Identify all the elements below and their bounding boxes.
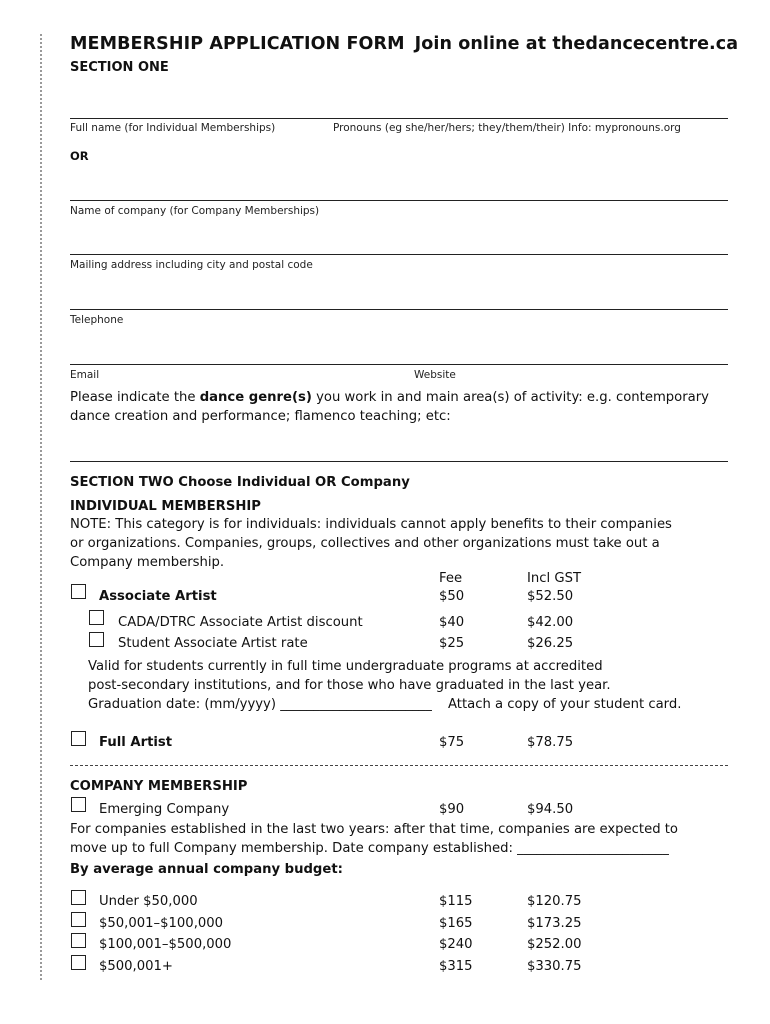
student-rate-label: Student Associate Artist rate <box>118 636 308 651</box>
budget-gst-under-50k: $120.75 <box>527 894 582 909</box>
emerging-company-label: Emerging Company <box>99 802 230 817</box>
individual-note-line1: NOTE: This category is for individuals: individuals cannot apply benefits to their companies <box>70 517 672 532</box>
budget-fee-under-50k: $115 <box>439 894 473 909</box>
full-artist-gst: $78.75 <box>527 735 574 750</box>
section-one-heading: SECTION ONE <box>70 60 169 75</box>
dance-genre-prompt-line2: dance creation and performance; flamenco teaching; etc: <box>70 409 451 424</box>
budget-gst-100k-500k: $252.00 <box>527 937 582 952</box>
budget-checkbox-500k-plus[interactable] <box>71 955 86 970</box>
website-label: Website <box>414 369 456 381</box>
budget-label-500k-plus: $500,001+ <box>99 959 173 974</box>
email-label: Email <box>70 369 100 381</box>
emerging-note-line1: For companies established in the last two years: after that time, companies are expected to <box>70 822 679 837</box>
associate-artist-label: Associate Artist <box>99 589 217 604</box>
cada-discount-label: CADA/DTRC Associate Artist discount <box>118 615 363 630</box>
emerging-company-fee: $90 <box>439 802 465 817</box>
mailing-address-field[interactable] <box>70 254 728 255</box>
dance-genre-field[interactable] <box>70 461 728 462</box>
cada-discount-fee: $40 <box>439 615 465 630</box>
dance-genre-prompt: Please indicate the dance genre(s) you work in and main area(s) of activity: e.g. contemporary <box>70 390 709 405</box>
graduation-date-field[interactable]: Graduation date: (mm/yyyy) _______________________ <box>88 697 432 712</box>
student-rate-gst: $26.25 <box>527 636 574 651</box>
budget-checkbox-under-50k[interactable] <box>71 890 86 905</box>
section-two-heading: SECTION TWO Choose Individual OR Company <box>70 475 410 490</box>
telephone-field[interactable] <box>70 309 728 310</box>
perforation-edge <box>40 34 42 980</box>
cada-discount-checkbox[interactable] <box>89 610 104 625</box>
full-artist-checkbox[interactable] <box>71 731 86 746</box>
or-label: OR <box>70 149 89 163</box>
telephone-label: Telephone <box>70 314 124 326</box>
individual-note-line2: or organizations. Companies, groups, collectives and other organizations must take out a <box>70 536 660 551</box>
email-website-field[interactable] <box>70 364 728 365</box>
company-name-field[interactable] <box>70 200 728 201</box>
budget-checkbox-50k-100k[interactable] <box>71 912 86 927</box>
student-note-line1: Valid for students currently in full time undergraduate programs at accredited <box>88 659 603 674</box>
full-name-label: Full name (for Individual Memberships) <box>70 122 276 134</box>
budget-heading: By average annual company budget: <box>70 862 343 877</box>
associate-artist-gst: $52.50 <box>527 589 574 604</box>
pronouns-label: Pronouns (eg she/her/hers; they/them/their) Info: mypronouns.org <box>333 122 681 134</box>
join-online-text: Join online at thedancecentre.ca <box>414 34 739 54</box>
emerging-company-gst: $94.50 <box>527 802 574 817</box>
budget-gst-50k-100k: $173.25 <box>527 916 582 931</box>
section-divider <box>70 765 728 766</box>
individual-note-line3: Company membership. <box>70 555 225 570</box>
form-title: MEMBERSHIP APPLICATION FORM Join online at thedancecentre.ca <box>70 34 739 54</box>
individual-membership-heading: INDIVIDUAL MEMBERSHIP <box>70 499 261 514</box>
cada-discount-gst: $42.00 <box>527 615 574 630</box>
mailing-address-label: Mailing address including city and postal code <box>70 259 313 271</box>
associate-artist-fee: $50 <box>439 589 465 604</box>
budget-fee-500k-plus: $315 <box>439 959 473 974</box>
budget-label-50k-100k: $50,001–$100,000 <box>99 916 224 931</box>
company-membership-heading: COMPANY MEMBERSHIP <box>70 779 248 794</box>
emerging-company-checkbox[interactable] <box>71 797 86 812</box>
student-rate-checkbox[interactable] <box>89 632 104 647</box>
budget-label-100k-500k: $100,001–$500,000 <box>99 937 232 952</box>
student-rate-fee: $25 <box>439 636 465 651</box>
associate-artist-checkbox[interactable] <box>71 584 86 599</box>
budget-fee-50k-100k: $165 <box>439 916 473 931</box>
budget-label-under-50k: Under $50,000 <box>99 894 198 909</box>
full-name-field[interactable] <box>70 118 728 119</box>
company-established-field[interactable]: move up to full Company membership. Date company established: _______________________ <box>70 841 669 856</box>
company-name-label: Name of company (for Company Memberships) <box>70 205 320 217</box>
gst-column-header: Incl GST <box>527 571 581 586</box>
attach-student-card-note: Attach a copy of your student card. <box>448 697 682 712</box>
budget-fee-100k-500k: $240 <box>439 937 473 952</box>
full-artist-fee: $75 <box>439 735 465 750</box>
budget-checkbox-100k-500k[interactable] <box>71 933 86 948</box>
budget-gst-500k-plus: $330.75 <box>527 959 582 974</box>
student-note-line2: post-secondary institutions, and for those who have graduated in the last year. <box>88 678 611 693</box>
full-artist-label: Full Artist <box>99 735 173 750</box>
fee-column-header: Fee <box>439 571 463 586</box>
